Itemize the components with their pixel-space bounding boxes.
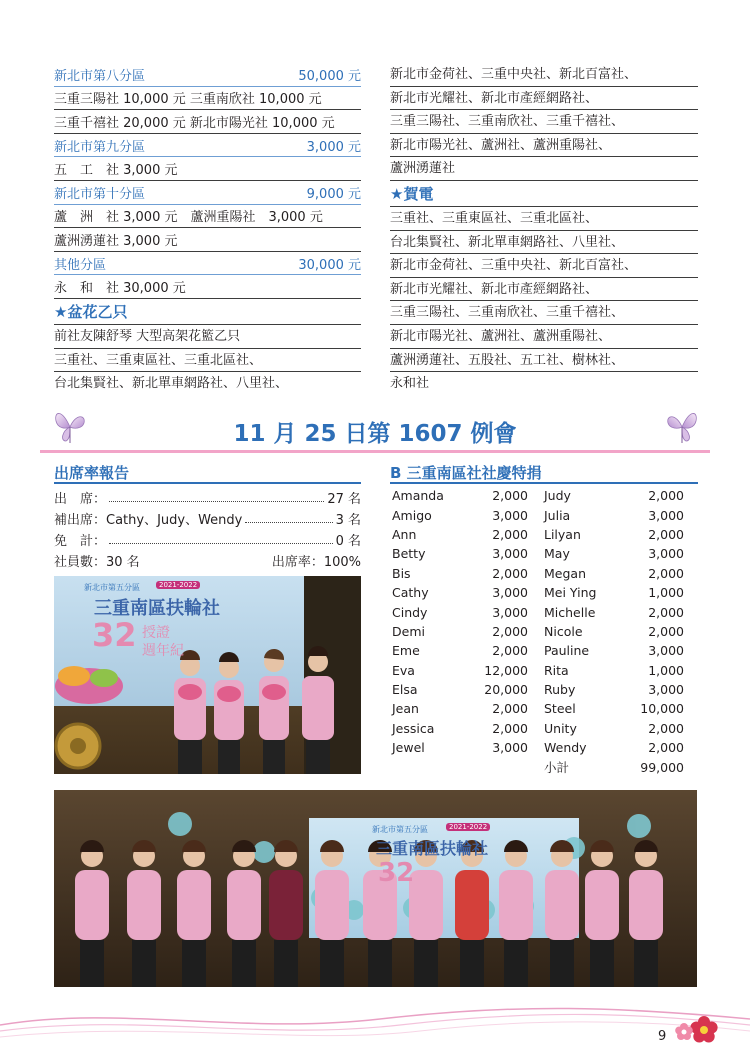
telegram-line: 永和社 bbox=[390, 376, 430, 392]
club-donation-row bbox=[54, 157, 361, 181]
donor-amount: 2,000 bbox=[616, 564, 698, 583]
donation-row bbox=[390, 583, 698, 602]
donor-amount: 2,000 bbox=[616, 622, 698, 641]
donation-row bbox=[390, 505, 698, 524]
donor-name: May bbox=[528, 544, 616, 563]
backdrop-title: 三重南區扶輪社 bbox=[94, 598, 220, 619]
donation-row bbox=[390, 622, 698, 641]
telegram-line: 三重社、三重東區社、三重北區社、 bbox=[390, 207, 698, 231]
present-label: 出 席： bbox=[54, 492, 107, 507]
donor-name: Ann bbox=[390, 525, 462, 544]
club-donation-text: 蘆 洲 社 3,000 元 蘆洲重陽社 3,000 元 bbox=[54, 210, 323, 226]
flower-basket-line: 蘆洲湧蓮社 bbox=[390, 157, 698, 181]
telegram-heading: ★賀電 bbox=[390, 181, 698, 207]
telegram-line: 三重三陽社、三重南欣社、三重千禧社、 bbox=[390, 301, 698, 325]
donor-amount: 3,000 bbox=[462, 505, 528, 524]
attendance-present-row bbox=[54, 487, 361, 508]
donor-name: Demi bbox=[390, 622, 462, 641]
footer-wave-decoration bbox=[0, 995, 750, 1045]
donor-amount: 2,000 bbox=[462, 699, 528, 718]
person-legs bbox=[590, 940, 614, 987]
donor-name: Steel bbox=[528, 699, 616, 718]
photo-illustration bbox=[54, 790, 697, 987]
donation-table bbox=[390, 486, 698, 777]
district-header-row bbox=[54, 181, 361, 205]
donor-amount: 2,000 bbox=[616, 525, 698, 544]
excused-label: 免 計： bbox=[54, 534, 107, 549]
backdrop-district: 新北市第五分區 bbox=[84, 583, 140, 592]
backdrop-subtitle: 週年紀 bbox=[142, 643, 184, 659]
district-name: 新北市第十分區 bbox=[54, 186, 146, 202]
telegram-line: 蘆洲湧蓮社、五股社、五工社、樹林社、 bbox=[390, 349, 698, 373]
flower-basket-line: 前社友陳舒琴 大型高架花籃乙只 bbox=[54, 325, 361, 349]
donor-name: Ruby bbox=[528, 680, 616, 699]
donation-row bbox=[390, 564, 698, 583]
person-figure bbox=[227, 870, 261, 940]
club-donation-row bbox=[54, 275, 361, 299]
backdrop-district: 新北市第五分區 bbox=[372, 825, 428, 834]
flower-basket-continued-list bbox=[390, 63, 698, 181]
flower-basket-line: 新北市陽光社、蘆洲社、蘆洲重陽社、 bbox=[390, 134, 698, 158]
club-donation-text: 三重三陽社 10,000 元 三重南欣社 10,000 元 bbox=[54, 92, 322, 108]
right-column bbox=[390, 63, 698, 396]
donor-amount: 2,000 bbox=[462, 486, 528, 505]
subtotal-value: 99,000 bbox=[616, 757, 698, 776]
telegram-list bbox=[390, 207, 698, 396]
donor-amount: 2,000 bbox=[616, 719, 698, 738]
left-column bbox=[54, 63, 361, 396]
person-figure bbox=[545, 870, 579, 940]
donor-name: Michelle bbox=[528, 602, 616, 621]
person-legs bbox=[460, 940, 484, 987]
donor-amount: 2,000 bbox=[616, 738, 698, 757]
donor-amount: 3,000 bbox=[616, 641, 698, 660]
person-legs bbox=[414, 940, 438, 987]
donor-name: Eva bbox=[390, 661, 462, 680]
person-legs bbox=[232, 940, 256, 987]
donor-amount: 1,000 bbox=[616, 661, 698, 680]
donor-amount: 10,000 bbox=[616, 699, 698, 718]
backdrop-year: 2021-2022 bbox=[446, 823, 490, 831]
donor-amount: 2,000 bbox=[462, 719, 528, 738]
backdrop-title: 三重南區扶輪社 bbox=[376, 839, 489, 858]
page-number: 9 bbox=[658, 1029, 667, 1044]
donor-name: Mei Ying bbox=[528, 583, 616, 602]
donor-name: Bis bbox=[390, 564, 462, 583]
meeting-banner bbox=[40, 403, 710, 453]
club-donation-text: 蘆洲湧蓮社 3,000 元 bbox=[54, 233, 178, 249]
donor-name: Elsa bbox=[390, 680, 462, 699]
telegram-line: 新北市陽光社、蘆洲社、蘆洲重陽社、 bbox=[390, 325, 698, 349]
excused-value: 0 名 bbox=[335, 534, 361, 549]
donor-amount: 2,000 bbox=[462, 564, 528, 583]
donation-row bbox=[390, 544, 698, 563]
donor-amount: 3,000 bbox=[462, 583, 528, 602]
donor-amount: 3,000 bbox=[616, 680, 698, 699]
donor-name: Lilyan bbox=[528, 525, 616, 544]
club-donation-row bbox=[54, 110, 361, 134]
person-figure bbox=[75, 870, 109, 940]
donor-amount: 2,000 bbox=[462, 641, 528, 660]
donor-name: Cathy bbox=[390, 583, 462, 602]
flower-basket-line: 三重社、三重東區社、三重北區社、 bbox=[54, 349, 361, 373]
flower-basket-line: 新北市金荷社、三重中央社、新北百富社、 bbox=[390, 63, 698, 87]
club-donation-row bbox=[54, 87, 361, 111]
donor-amount: 3,000 bbox=[462, 738, 528, 757]
donor-amount: 3,000 bbox=[616, 505, 698, 524]
subtotal-label: 小計 bbox=[528, 757, 616, 776]
makeup-label: 補出席：Cathy、Judy、Wendy bbox=[54, 513, 243, 528]
anniversary-photo-small bbox=[54, 576, 361, 774]
donor-name: Nicole bbox=[528, 622, 616, 641]
banner-rule bbox=[40, 450, 710, 453]
makeup-value: 3 名 bbox=[335, 513, 361, 528]
attendance-makeup-row bbox=[54, 508, 361, 529]
person-legs bbox=[274, 940, 298, 987]
donor-amount: 1,000 bbox=[616, 583, 698, 602]
person-figure bbox=[269, 870, 303, 940]
person-figure bbox=[127, 870, 161, 940]
backdrop-number: 32 bbox=[378, 858, 415, 888]
donation-row bbox=[390, 525, 698, 544]
person-legs bbox=[320, 940, 344, 987]
meeting-title: 11 月 25 日第 1607 例會 bbox=[233, 421, 517, 447]
flower-basket-heading: ★盆花乙只 bbox=[54, 299, 361, 325]
donation-row bbox=[390, 661, 698, 680]
donor-name: Cindy bbox=[390, 602, 462, 621]
donation-row bbox=[390, 680, 698, 699]
donor-name: Betty bbox=[390, 544, 462, 563]
present-value: 27 名 bbox=[327, 492, 361, 507]
donor-name: Julia bbox=[528, 505, 616, 524]
butterfly-icon bbox=[664, 407, 700, 445]
flower-basket-line: 新北市光耀社、新北市產經網路社、 bbox=[390, 87, 698, 111]
donor-name: Unity bbox=[528, 719, 616, 738]
person-legs bbox=[80, 940, 104, 987]
donor-name: Amanda bbox=[390, 486, 462, 505]
person-legs bbox=[634, 940, 658, 987]
donor-amount: 20,000 bbox=[462, 680, 528, 699]
club-donation-row bbox=[54, 228, 361, 252]
attendance-heading: 出席率報告 bbox=[54, 462, 361, 484]
anniversary-donation bbox=[390, 462, 698, 777]
anniversary-photo-group bbox=[54, 790, 697, 987]
dot-leader bbox=[245, 515, 332, 523]
person-figure bbox=[629, 870, 663, 940]
donor-amount: 2,000 bbox=[616, 602, 698, 621]
person-figure bbox=[315, 870, 349, 940]
attendance-excused-row bbox=[54, 529, 361, 550]
donor-amount: 3,000 bbox=[462, 544, 528, 563]
backdrop-year: 2021-2022 bbox=[156, 581, 200, 589]
telegram-line: 台北集賢社、新北單車網路社、八里社、 bbox=[390, 231, 698, 255]
donor-name: Megan bbox=[528, 564, 616, 583]
district-amount: 50,000 元 bbox=[298, 68, 361, 84]
person-figure bbox=[499, 870, 533, 940]
dot-leader bbox=[109, 536, 333, 544]
district-amount: 9,000 元 bbox=[306, 186, 361, 202]
district-name: 新北市第八分區 bbox=[54, 68, 146, 84]
donation-row bbox=[390, 486, 698, 505]
donor-name: Judy bbox=[528, 486, 616, 505]
donor-name: Pauline bbox=[528, 641, 616, 660]
donation-row bbox=[390, 738, 698, 757]
club-donation-text: 五 工 社 3,000 元 bbox=[54, 163, 178, 179]
donor-name: Jewel bbox=[390, 738, 462, 757]
donor-name: Amigo bbox=[390, 505, 462, 524]
attendance-rate: 出席率：100% bbox=[271, 555, 361, 570]
donation-row bbox=[390, 699, 698, 718]
district-donation-list bbox=[54, 63, 361, 299]
donor-amount: 2,000 bbox=[616, 486, 698, 505]
subtotal-row bbox=[390, 757, 698, 776]
donation-row bbox=[390, 719, 698, 738]
telegram-line: 新北市金荷社、三重中央社、新北百富社、 bbox=[390, 254, 698, 278]
club-donation-row bbox=[54, 205, 361, 229]
person-legs bbox=[504, 940, 528, 987]
donor-amount: 3,000 bbox=[616, 544, 698, 563]
donor-name: Jean bbox=[390, 699, 462, 718]
donor-amount: 3,000 bbox=[462, 602, 528, 621]
donor-name: Wendy bbox=[528, 738, 616, 757]
donor-name: Jessica bbox=[390, 719, 462, 738]
district-header-row bbox=[54, 63, 361, 87]
backdrop-subtitle-2: 授證 bbox=[142, 625, 170, 641]
person-figure bbox=[455, 870, 489, 940]
donor-amount: 2,000 bbox=[462, 525, 528, 544]
flower-icon bbox=[672, 1010, 722, 1046]
person-legs bbox=[132, 940, 156, 987]
flower-basket-line: 台北集賢社、新北單車網路社、八里社、 bbox=[54, 376, 289, 392]
attendance-summary-row bbox=[54, 550, 361, 571]
district-amount: 30,000 元 bbox=[298, 257, 361, 273]
district-header-row bbox=[54, 134, 361, 158]
district-header-row bbox=[54, 252, 361, 276]
attendance-report bbox=[54, 462, 361, 571]
person-figure bbox=[177, 870, 211, 940]
club-donation-text: 三重千禧社 20,000 元 新北市陽光社 10,000 元 bbox=[54, 115, 335, 131]
dot-leader bbox=[109, 494, 324, 502]
person-legs bbox=[550, 940, 574, 987]
club-donation-text: 永 和 社 30,000 元 bbox=[54, 281, 186, 297]
person-legs bbox=[182, 940, 206, 987]
donor-amount: 12,000 bbox=[462, 661, 528, 680]
donor-amount: 2,000 bbox=[462, 622, 528, 641]
backdrop-number: 32 bbox=[92, 616, 137, 654]
district-amount: 3,000 元 bbox=[306, 139, 361, 155]
donor-name: Rita bbox=[528, 661, 616, 680]
donation-heading: B 三重南區社社慶特捐 bbox=[390, 462, 698, 484]
person-legs bbox=[368, 940, 392, 987]
district-name: 其他分區 bbox=[54, 257, 107, 273]
flower-basket-list bbox=[54, 325, 361, 396]
telegram-line: 新北市光耀社、新北市產經網路社、 bbox=[390, 278, 698, 302]
flower-basket-line: 三重三陽社、三重南欣社、三重千禧社、 bbox=[390, 110, 698, 134]
donation-row bbox=[390, 602, 698, 621]
members-count: 社員數：30 名 bbox=[54, 555, 140, 570]
donation-row bbox=[390, 641, 698, 660]
person-figure bbox=[585, 870, 619, 940]
donor-name: Eme bbox=[390, 641, 462, 660]
district-name: 新北市第九分區 bbox=[54, 139, 146, 155]
